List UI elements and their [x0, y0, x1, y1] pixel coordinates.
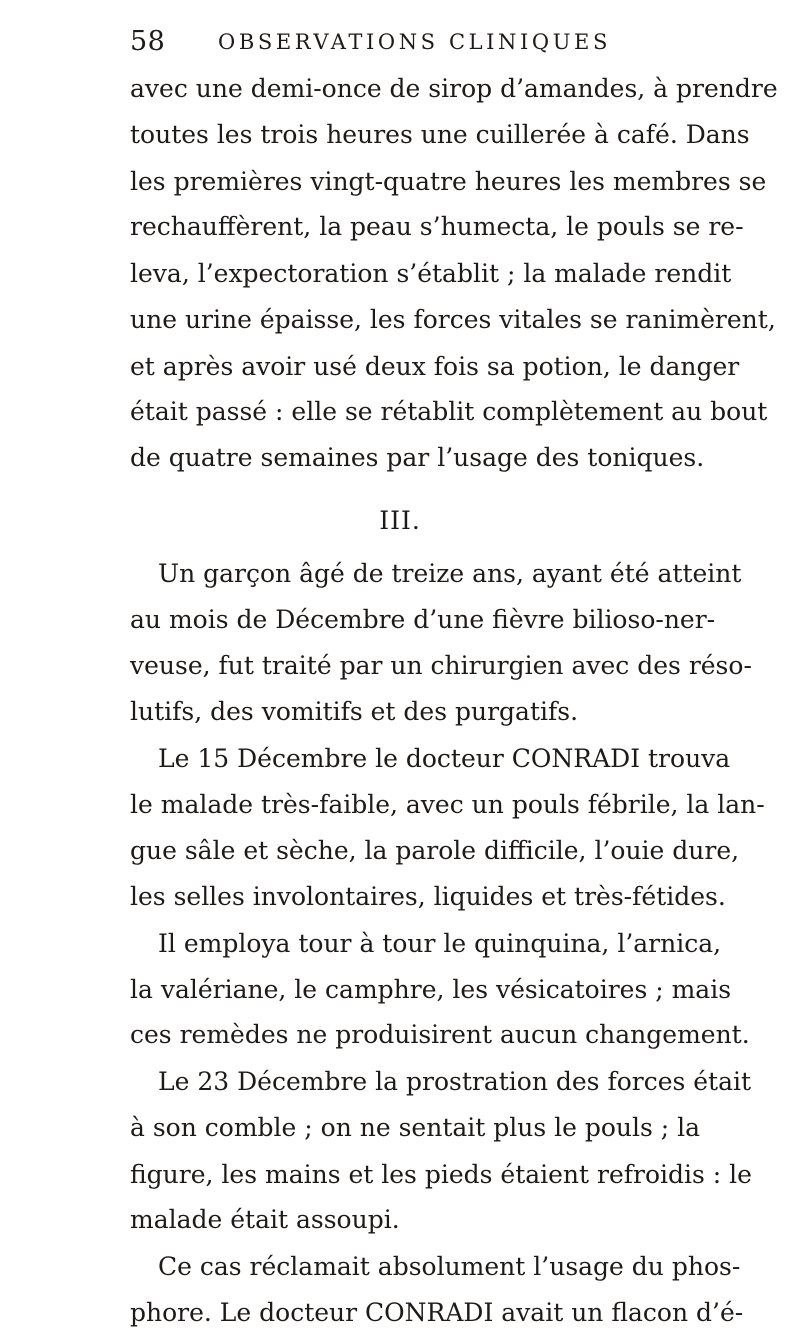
text-line: Un garçon âgé de treize ans, ayant été atteint — [158, 559, 742, 588]
text-line: leva, l’expectoration s’établit ; la malade rendit — [130, 259, 732, 288]
text-line: rechauffèrent, la peau s’humecta, le pouls se re- — [130, 212, 744, 241]
page-header — [130, 22, 690, 62]
text-line: les selles involontaires, liquides et très-fétides. — [130, 882, 726, 911]
text-line: toutes les trois heures une cuillerée à café. Dans — [130, 120, 750, 149]
text-line: Il employa tour à tour le quinquina, l’arnica, — [158, 929, 722, 958]
text-line: figure, les mains et les pieds étaient refroidis : le — [130, 1160, 752, 1189]
text-line: phore. Le docteur CONRADI avait un flacon d’é- — [130, 1298, 744, 1327]
text-line: Le 23 Décembre la prostration des forces était — [158, 1067, 752, 1096]
running-title: OBSERVATIONS CLINIQUES — [218, 30, 611, 54]
text-line: le malade très-faible, avec un pouls fébrile, la lan- — [130, 790, 765, 819]
text-line: et après avoir usé deux fois sa potion, le danger — [130, 352, 740, 381]
text-line: Le 15 Décembre le docteur CONRADI trouva — [158, 744, 731, 773]
text-line: gue sâle et sèche, la parole difficile, l’ouie dure, — [130, 836, 740, 865]
text-line: au mois de Décembre d’une fièvre bilioso-ner- — [130, 605, 716, 634]
text-line: à son comble ; on ne sentait plus le pouls ; la — [130, 1113, 701, 1142]
text-line: ces remèdes ne produisirent aucun changement. — [130, 1020, 750, 1049]
text-line: une urine épaisse, les forces vitales se ranimèrent, — [130, 305, 776, 334]
text-line: malade était assoupi. — [130, 1205, 400, 1234]
page-number: 58 — [130, 26, 166, 57]
text-line: était passé : elle se rétablit complètement au bout — [130, 397, 768, 426]
text-line: Ce cas réclamait absolument l’usage du phos- — [158, 1252, 741, 1281]
text-line: les premières vingt-quatre heures les membres se — [130, 167, 767, 196]
text-line: de quatre semaines par l’usage des toniques. — [130, 443, 705, 472]
text-line: veuse, fut traité par un chirurgien avec des réso- — [130, 651, 752, 680]
section-number: III. — [379, 506, 421, 535]
text-line: la valériane, le camphre, les vésicatoires ; mais — [130, 975, 732, 1004]
text-line: avec une demi-once de sirop d’amandes, à prendre — [130, 74, 778, 103]
text-line: lutifs, des vomitifs et des purgatifs. — [130, 697, 579, 726]
